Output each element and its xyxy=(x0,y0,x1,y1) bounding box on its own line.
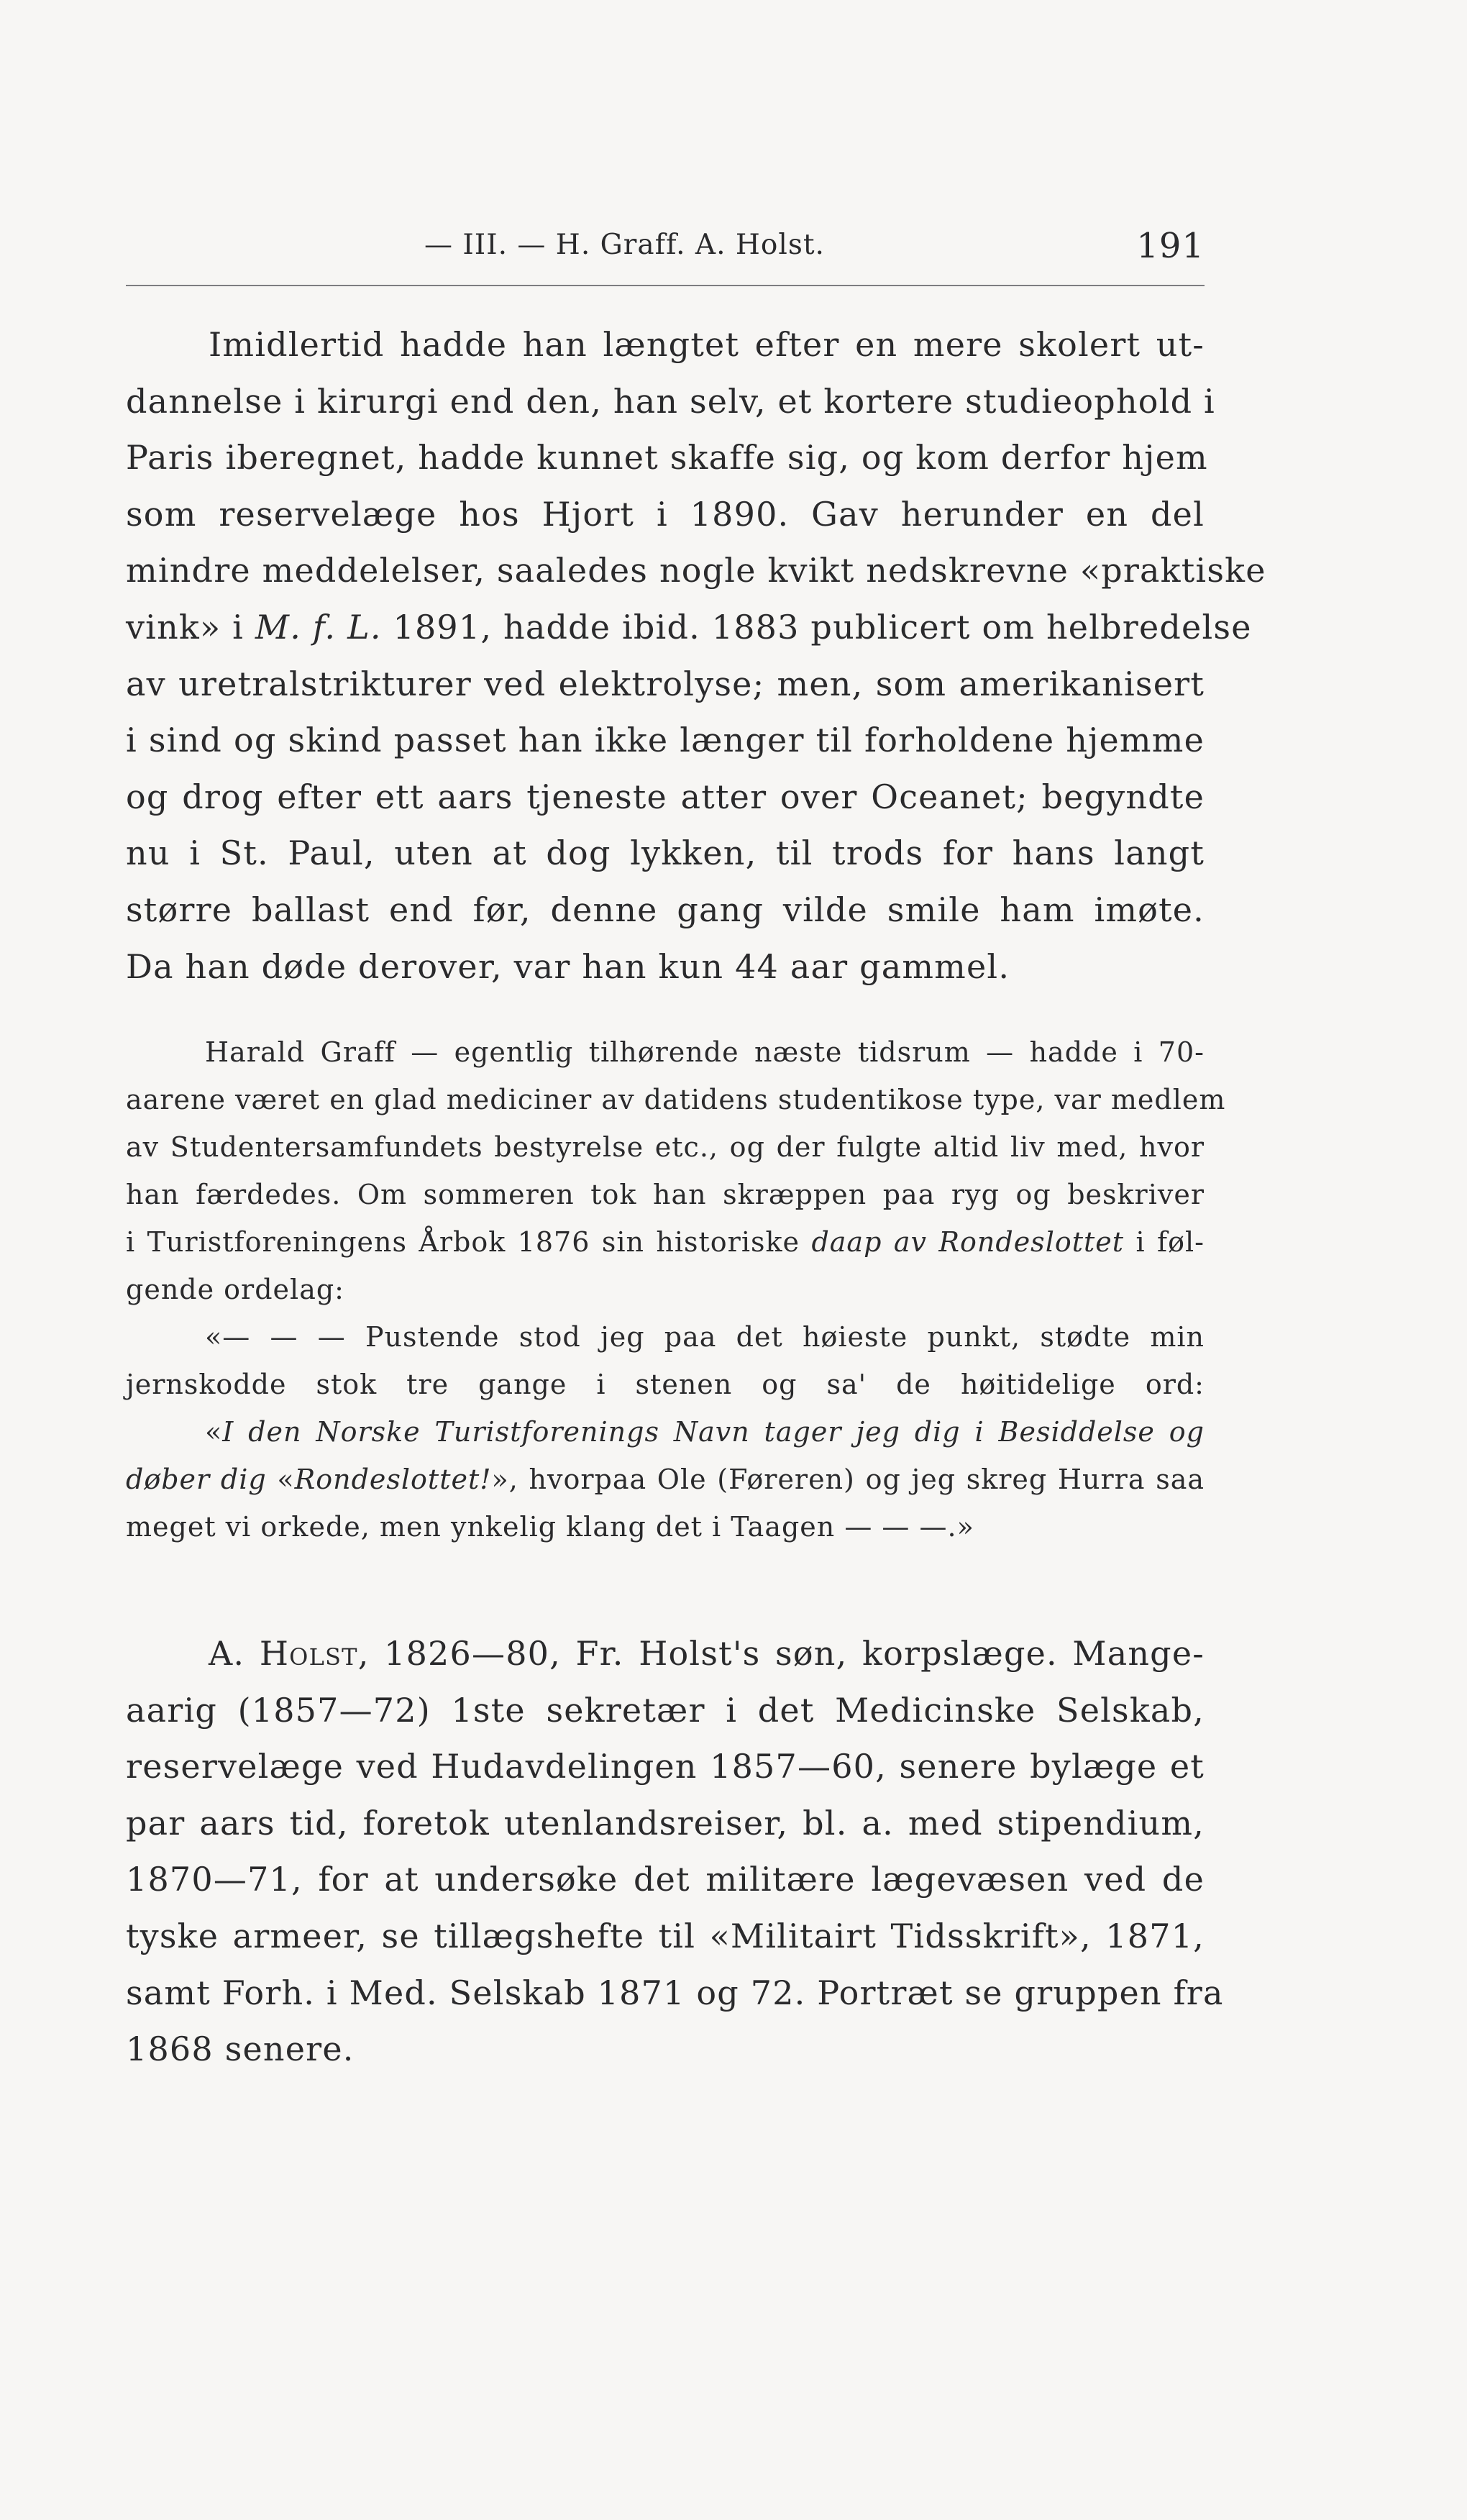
text-line: par aars tid, foretok utenlandsreiser, bl. a. med stipendium, xyxy=(126,1803,1205,1843)
text-line: vink» i M. f. L. 1891, hadde ibid. 1883 publicert om helbredelse xyxy=(126,607,1252,647)
text-line: som reservelæge hos Hjort i 1890. Gav herunder en del xyxy=(126,494,1205,534)
text-line: Da han døde derover, var han kun 44 aar gammel. xyxy=(126,946,1010,986)
text-line: 1868 senere. xyxy=(126,2030,355,2069)
italic-quote: døber dig xyxy=(126,1464,267,1495)
text-line: Paris iberegnet, hadde kunnet skaffe sig, og kom derfor hjem xyxy=(126,438,1208,478)
text-line: meget vi orkede, men ynkelig klang det i Taagen — — —.» xyxy=(126,1511,974,1543)
italic-quote: Rondeslottet! xyxy=(294,1464,492,1495)
paragraph-graff-career xyxy=(126,316,1266,995)
italic-quote: I den Norske Turistforenings Navn tager jeg dig i Besiddelse og xyxy=(222,1416,1205,1448)
text-line: døber dig «Rondeslottet!», hvorpaa Ole (Føreren) og jeg skreg Hurra saa xyxy=(126,1464,1205,1495)
text-line: Imidlertid hadde han længtet efter en mere skolert ut- xyxy=(209,325,1205,364)
text-line: aarene været en glad mediciner av datidens studentikose type, var medlem xyxy=(126,1084,1226,1115)
text-line: gende ordelag: xyxy=(126,1274,344,1305)
journal-abbreviation: M. f. L. xyxy=(255,607,382,647)
running-title: — III. — H. Graff. A. Holst. xyxy=(424,229,825,261)
text-line: han færdedes. Om sommeren tok han skræppen paa ryg og beskriver xyxy=(126,1179,1205,1210)
italic-daap: daap av Rondeslottet xyxy=(811,1226,1125,1258)
text-line: dannelse i kirurgi end den, han selv, et kortere studieophold i xyxy=(126,381,1215,421)
text-line: samt Forh. i Med. Selskab 1871 og 72. Portræt se gruppen fra xyxy=(126,1973,1224,2012)
text-line: tyske armeer, se tillægshefte til «Militairt Tidsskrift», 1871, xyxy=(126,1916,1205,1955)
header-rule xyxy=(126,285,1205,286)
text-line: av Studentersamfundets bestyrelse etc., og der fulgte altid liv med, hvor xyxy=(126,1131,1205,1163)
text-line: aarig (1857—72) 1ste sekretær i det Medicinske Selskab, xyxy=(126,1690,1205,1730)
text-line: av uretralstrikturer ved elektrolyse; men, som amerikanisert xyxy=(126,664,1205,703)
text-line: nu i St. Paul, uten at dog lykken, til trods for hans langt xyxy=(126,834,1205,873)
text-line: og drog efter ett aars tjeneste atter over Oceanet; begyndte xyxy=(126,777,1205,816)
text-line: Harald Graff — egentlig tilhørende næste tidsrum — hadde i 70- xyxy=(205,1036,1205,1068)
text-line: 1870—71, for at undersøke det militære lægevæsen ved de xyxy=(126,1860,1205,1899)
paragraph-a-holst xyxy=(126,1625,1224,2078)
paragraph-harald-graff xyxy=(126,1028,1226,1551)
text-line: «— — — Pustende stod jeg paa det høieste punkt, stødte min xyxy=(205,1321,1205,1353)
text-line: jernskodde stok tre gange i stenen og sa' de høitidelige ord: xyxy=(126,1369,1205,1400)
text-line: i sind og skind passet han ikke længer til forholdene hjemme xyxy=(126,721,1205,760)
text-line: «I den Norske Turistforenings Navn tager jeg dig i Besiddelse og xyxy=(205,1416,1205,1448)
page-header xyxy=(126,226,1205,272)
text-line: i Turistforeningens Årbok 1876 sin historiske daap av Rondeslottet i føl- xyxy=(126,1226,1205,1258)
text-line: større ballast end før, denne gang vilde smile ham imøte. xyxy=(126,890,1205,929)
text-line: reservelæge ved Hudavdelingen 1857—60, senere bylæge et xyxy=(126,1747,1205,1786)
name-small-caps: Holst xyxy=(259,1634,358,1673)
page-number: 191 xyxy=(1136,226,1205,266)
text-line: mindre meddelelser, saaledes nogle kvikt nedskrevne «praktiske xyxy=(126,551,1266,590)
text-line: A. Holst, 1826—80, Fr. Holst's søn, korpslæge. Mange- xyxy=(209,1634,1205,1673)
